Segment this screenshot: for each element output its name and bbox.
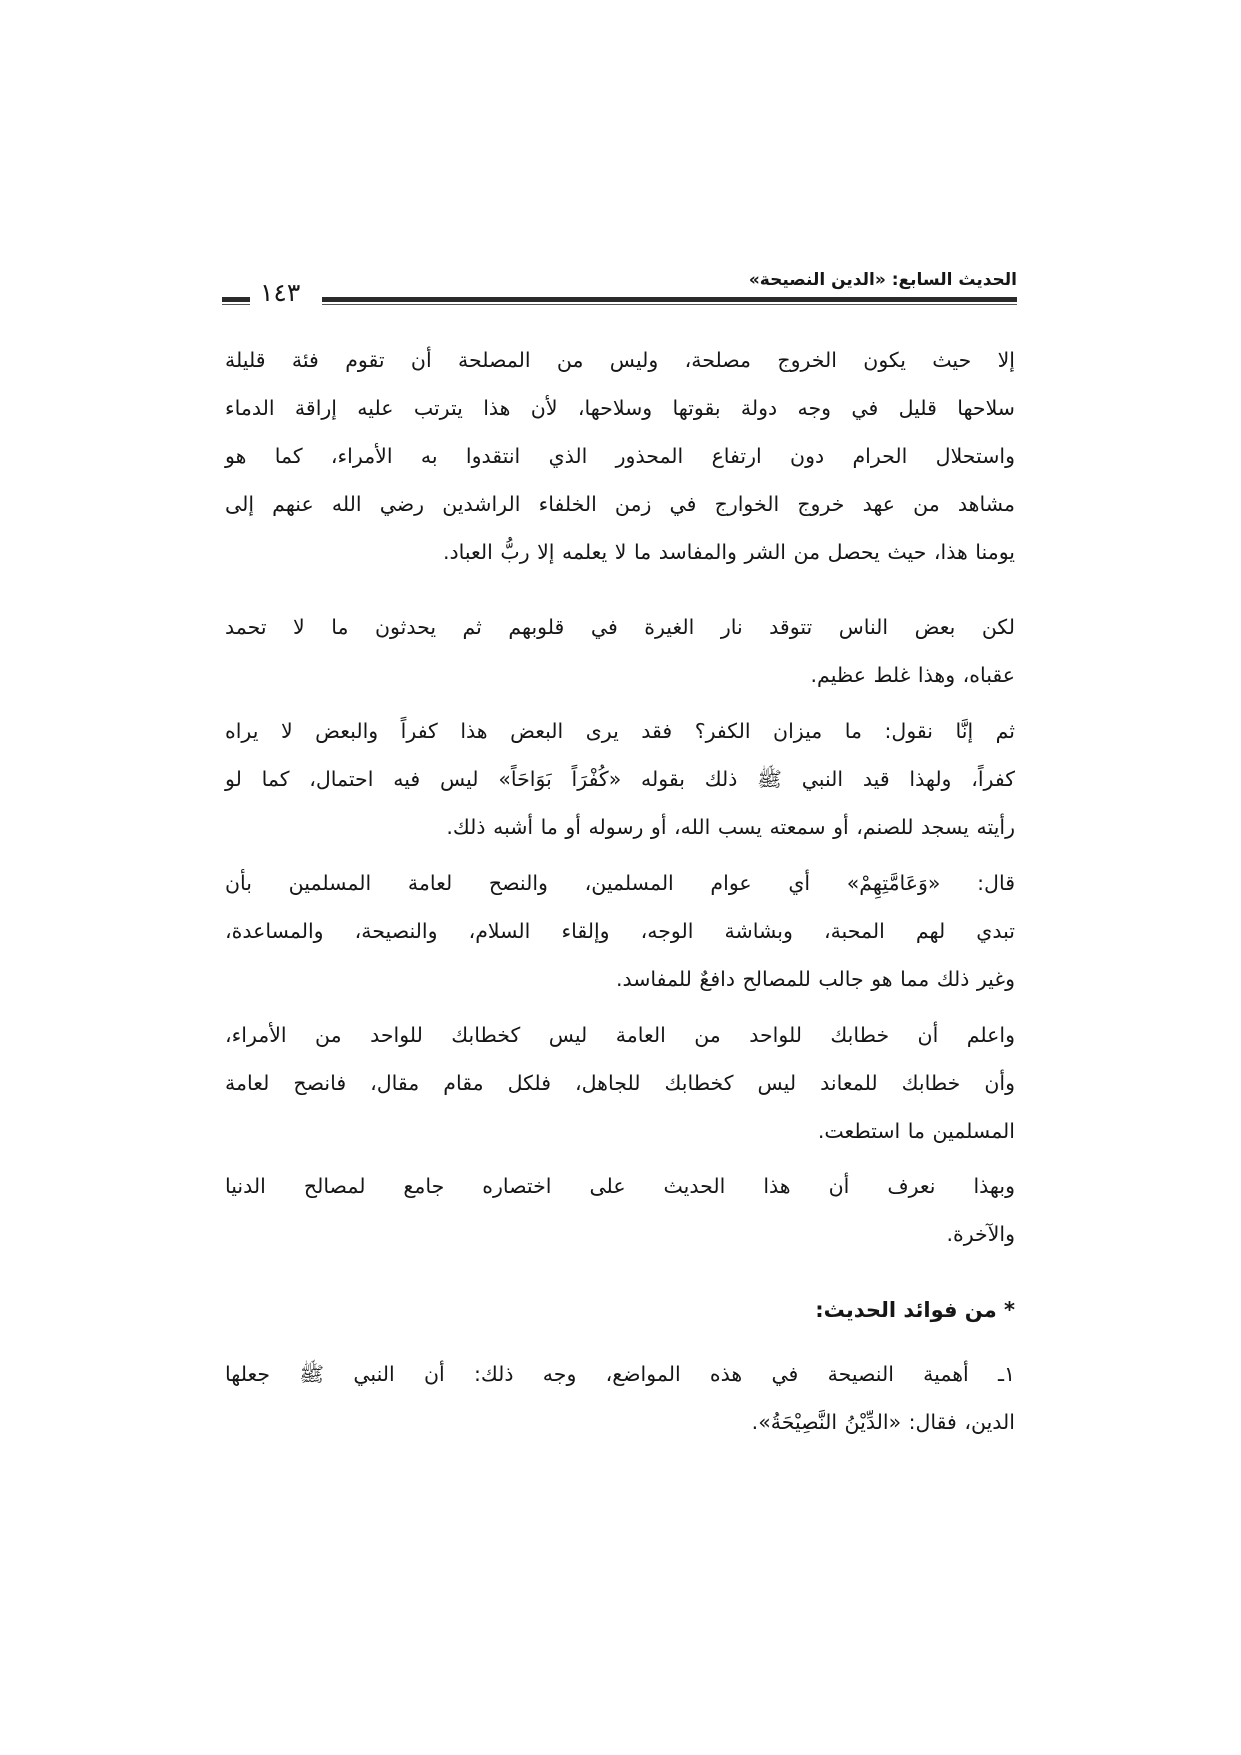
text-line: ثم إنَّا نقول: ما ميزان الكفر؟ فقد يرى البعض هذا كفراً والبعض لا يراه [225, 719, 1015, 743]
text-line: قال: «وَعَامَّتِهِمْ» أي عوام المسلمين، والنصح لعامة المسلمين بأن [225, 871, 1015, 895]
paragraph-5 [225, 1011, 1015, 1155]
paragraph-3 [225, 707, 1015, 851]
text-line: تبدي لهم المحبة، وبشاشة الوجه، وإلقاء السلام، والنصيحة، والمساعدة، [225, 919, 1015, 943]
text-line: مشاهد من عهد خروج الخوارج في زمن الخلفاء الراشدين رضي الله عنهم إلى [225, 492, 1015, 516]
header-rule-left [222, 297, 250, 302]
benefit-item-1 [225, 1350, 1015, 1446]
header-rule-thin [322, 304, 1017, 305]
text-line: يومنا هذا، حيث يحصل من الشر والمفاسد ما لا يعلمه إلا ربُّ العباد. [442, 540, 1015, 564]
chapter-title: الحديث السابع: «الدين النصيحة» [748, 270, 1017, 290]
page-number: ١٤٣ [260, 278, 301, 307]
text-line: كفراً، ولهذا قيد النبي ﷺ ذلك بقوله «كُفْرَاً بَوَاحَاً» ليس فيه احتمال، كما لو [225, 767, 1015, 791]
text-line: واستحلال الحرام دون ارتفاع المحذور الذي انتقدوا به الأمراء، كما هو [225, 444, 1015, 468]
header-rule-left-thin [222, 304, 250, 305]
text-line: المسلمين ما استطعت. [817, 1119, 1015, 1143]
section-heading-benefits: * من فوائد الحديث: [815, 1298, 1015, 1322]
text-line: وغير ذلك مما هو جالب للمصالح دافعٌ للمفاسد. [615, 967, 1015, 991]
text-line: سلاحها قليل في وجه دولة بقوتها وسلاحها، لأن هذا يترتب عليه إراقة الدماء [225, 396, 1015, 420]
text-line: وأن خطابك للمعاند ليس كخطابك للجاهل، فلكل مقام مقال، فانصح لعامة [225, 1071, 1015, 1095]
running-header [222, 268, 1017, 316]
text-line: الدين، فقال: «الدِّيْنُ النَّصِيْحَةُ». [751, 1410, 1015, 1434]
text-line: ١ـ أهمية النصيحة في هذه المواضع، وجه ذلك: أن النبي ﷺ جعلها [225, 1362, 1015, 1386]
text-line: والآخرة. [946, 1222, 1015, 1246]
text-line: إلا حيث يكون الخروج مصلحة، وليس من المصلحة أن تقوم فئة قليلة [225, 348, 1015, 372]
text-line: لكن بعض الناس تتوقد نار الغيرة في قلوبهم ثم يحدثون ما لا تحمد [225, 615, 1015, 639]
paragraph-1 [225, 336, 1015, 576]
text-line: وبهذا نعرف أن هذا الحديث على اختصاره جامع لمصالح الدنيا [225, 1174, 1015, 1198]
text-line: رأيته يسجد للصنم، أو سمعته يسب الله، أو رسوله أو ما أشبه ذلك. [446, 815, 1015, 839]
paragraph-6 [225, 1162, 1015, 1258]
text-line: عقباه، وهذا غلط عظيم. [810, 663, 1015, 687]
text-line: واعلم أن خطابك للواحد من العامة ليس كخطابك للواحد من الأمراء، [225, 1023, 1015, 1047]
paragraph-4 [225, 859, 1015, 1003]
paragraph-2 [225, 603, 1015, 699]
header-rule [322, 297, 1017, 302]
